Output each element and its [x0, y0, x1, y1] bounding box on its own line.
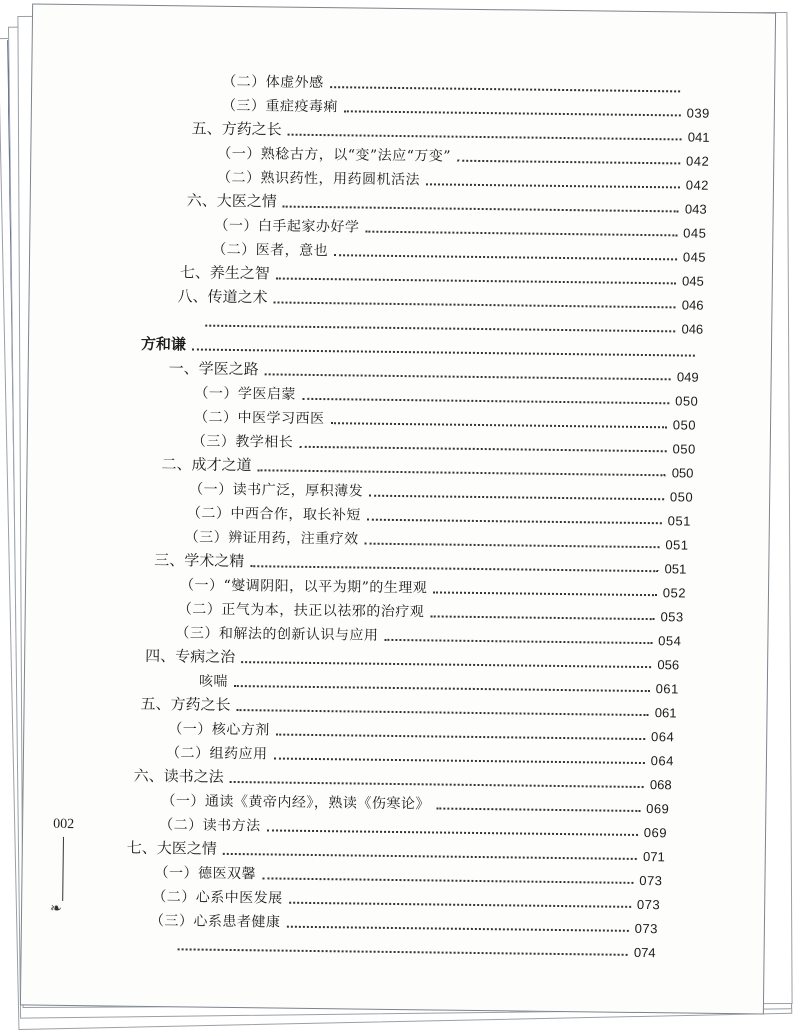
toc-entry[interactable]: [222, 69, 686, 97]
dot-leader: [276, 277, 676, 284]
toc-entry-page: 046: [681, 297, 704, 313]
dot-leader: [286, 926, 628, 932]
toc-entry-title: （三）重症疫毒痢: [221, 97, 339, 116]
dot-leader: [237, 709, 649, 716]
toc-entry-page: 051: [667, 513, 691, 529]
toc-entry[interactable]: [172, 932, 656, 960]
toc-entry-page: 051: [664, 561, 687, 577]
toc-entry-title: （三）心系患者健康: [149, 913, 281, 931]
toc-entry-page: 050: [669, 489, 694, 505]
toc-entry-page: 071: [642, 849, 665, 865]
dot-leader: [283, 206, 679, 213]
toc-entry-page: 051: [665, 537, 689, 553]
toc-entry-title: （一）白手起家办好学: [214, 217, 360, 236]
toc-entry-page: 061: [655, 681, 679, 697]
toc-entry-page: 045: [682, 249, 707, 265]
toc-entry-title: 咳喘: [198, 673, 228, 690]
toc-entry-title: （一）熟稔古方，以“变”法应“万变”: [217, 145, 452, 165]
dot-leader: [178, 948, 628, 956]
dot-leader: [365, 543, 660, 549]
toc-entry-page: 064: [650, 753, 675, 769]
toc-entry-page: 069: [646, 801, 670, 817]
toc-entry-page: 041: [687, 129, 710, 145]
dot-leader: [267, 829, 638, 836]
dot-leader: [192, 348, 695, 356]
toc-entry-page: 053: [660, 609, 684, 625]
toc-entry[interactable]: [194, 405, 696, 433]
dot-leader: [436, 807, 640, 811]
toc-entry-title: （三）辨证用药，注重疗效: [184, 529, 359, 548]
dot-leader: [331, 422, 667, 428]
toc-entry-page: 045: [683, 225, 707, 241]
dot-leader: [273, 757, 644, 764]
dot-leader: [276, 734, 645, 741]
dot-leader: [330, 86, 680, 92]
toc-entry-page: 050: [672, 417, 697, 433]
dot-leader: [457, 160, 680, 165]
toc-entry-title: （三）教学相长: [191, 433, 294, 451]
toc-entry-title: 四、专病之治: [145, 646, 236, 667]
toc-entry-title: 八、传道之术: [177, 287, 268, 307]
toc-entry-title: （二）中医学习西医: [194, 409, 325, 428]
dot-leader: [241, 661, 651, 668]
toc-entry-page: 039: [686, 105, 710, 121]
toc-entry-title: （二）读书方法: [159, 817, 261, 835]
toc-entry-page: 064: [650, 729, 675, 745]
toc-chapter-title: 方和谦: [140, 334, 187, 354]
toc-entry-title: （二）体虚外感: [222, 73, 324, 92]
toc-entry-page: 068: [649, 777, 672, 793]
toc-entry-title: （一）核心方剂: [168, 721, 270, 739]
toc-entry[interactable]: [217, 141, 709, 169]
toc-entry-title: 五、方药之长: [140, 694, 231, 714]
toc-entry-page: 042: [685, 153, 710, 169]
toc-entry-page: 046: [681, 321, 704, 337]
page-number-rule: [62, 837, 64, 901]
toc-page: [20, 3, 776, 1014]
dot-leader: [367, 519, 662, 525]
toc-entry[interactable]: [217, 165, 709, 193]
toc-entry-title: 三、学术之精: [154, 551, 245, 571]
toc-entry-title: （一）德医双馨: [154, 865, 257, 883]
dot-leader: [257, 469, 665, 476]
toc-entry-page: 042: [685, 177, 710, 193]
dot-leader: [205, 325, 675, 333]
toc-entry-title: （二）熟识药性，用药圆机活法: [216, 169, 421, 189]
toc-entry[interactable]: [222, 93, 710, 121]
toc-entry-page: 052: [662, 585, 687, 601]
dot-leader: [299, 446, 666, 452]
dot-leader: [334, 254, 677, 260]
toc-entry-page: 073: [639, 872, 663, 889]
dot-leader: [430, 615, 654, 620]
dot-leader: [223, 853, 637, 860]
toc-entry-page: 061: [654, 705, 677, 721]
toc-entry-title: （一）通读《黄帝内经》，熟读《伤寒论》: [161, 793, 430, 813]
toc-entry[interactable]: [199, 669, 679, 697]
toc-entry-page: 050: [672, 441, 696, 457]
toc-entry-page: 050: [671, 465, 694, 481]
toc-entry-page: 049: [676, 369, 699, 385]
toc-entry-page: 045: [682, 273, 704, 289]
dot-leader: [234, 685, 650, 692]
toc-entry-title: 一、学医之路: [168, 359, 259, 379]
dot-leader: [289, 902, 631, 908]
toc-entry-page: 056: [657, 657, 680, 673]
toc-entry[interactable]: [194, 381, 698, 409]
toc-entry-page: 073: [636, 896, 661, 913]
dot-leader: [274, 301, 676, 308]
dot-leader: [426, 183, 680, 188]
dot-leader: [384, 639, 652, 644]
dot-leader: [369, 495, 664, 501]
dot-leader: [288, 134, 682, 141]
toc-entry-title: 七、养生之智: [179, 263, 270, 283]
toc-entry-page: 074: [633, 944, 656, 961]
toc-entry-title: 五、方药之长: [191, 119, 282, 139]
toc-entry-title: （二）组药应用: [165, 745, 268, 763]
dot-leader: [365, 231, 677, 237]
flourish-ornament-icon: ❧: [49, 900, 62, 917]
toc-entry-title: （一）“燮调阴阳，以平为期”的生理观: [179, 577, 428, 597]
dot-leader: [433, 591, 656, 596]
toc-entry-title: （二）医者，意也: [212, 241, 329, 260]
toc-entry[interactable]: [214, 213, 706, 241]
dot-leader: [344, 110, 681, 116]
toc-entry-title: 二、成才之道: [161, 455, 252, 475]
dot-leader: [230, 781, 644, 788]
toc-entry[interactable]: [187, 500, 691, 528]
toc-entry-page: 043: [684, 201, 707, 217]
toc-entry-page: 069: [643, 825, 668, 841]
toc-entry-title: （三）和解法的创新认识与应用: [175, 625, 379, 644]
toc-entry-title: 六、大医之情: [186, 191, 277, 211]
toc-entry-title: （二）中西合作，取长补短: [186, 505, 362, 524]
dot-leader: [265, 373, 671, 380]
toc-entry-title: （一）学医启蒙: [194, 385, 296, 403]
toc-entry-title: （二）心系中医发展: [152, 889, 283, 907]
toc-entry-title: 七、大医之情: [126, 838, 217, 858]
dot-leader: [302, 398, 669, 404]
dot-leader: [250, 565, 658, 572]
toc-entry-page: 050: [675, 393, 699, 409]
toc-entry-title: 六、读书之法: [133, 766, 224, 786]
toc-entry-page: 073: [634, 920, 658, 937]
page-number: 002: [53, 816, 75, 833]
toc-entry-title: （一）读书广泛，厚积薄发: [189, 481, 364, 500]
toc-entry-title: （二）正气为本，扶正以祛邪的治疗观: [177, 601, 425, 621]
dot-leader: [262, 877, 633, 884]
toc-entry[interactable]: [212, 237, 706, 265]
toc-entry-page: 054: [658, 633, 682, 649]
